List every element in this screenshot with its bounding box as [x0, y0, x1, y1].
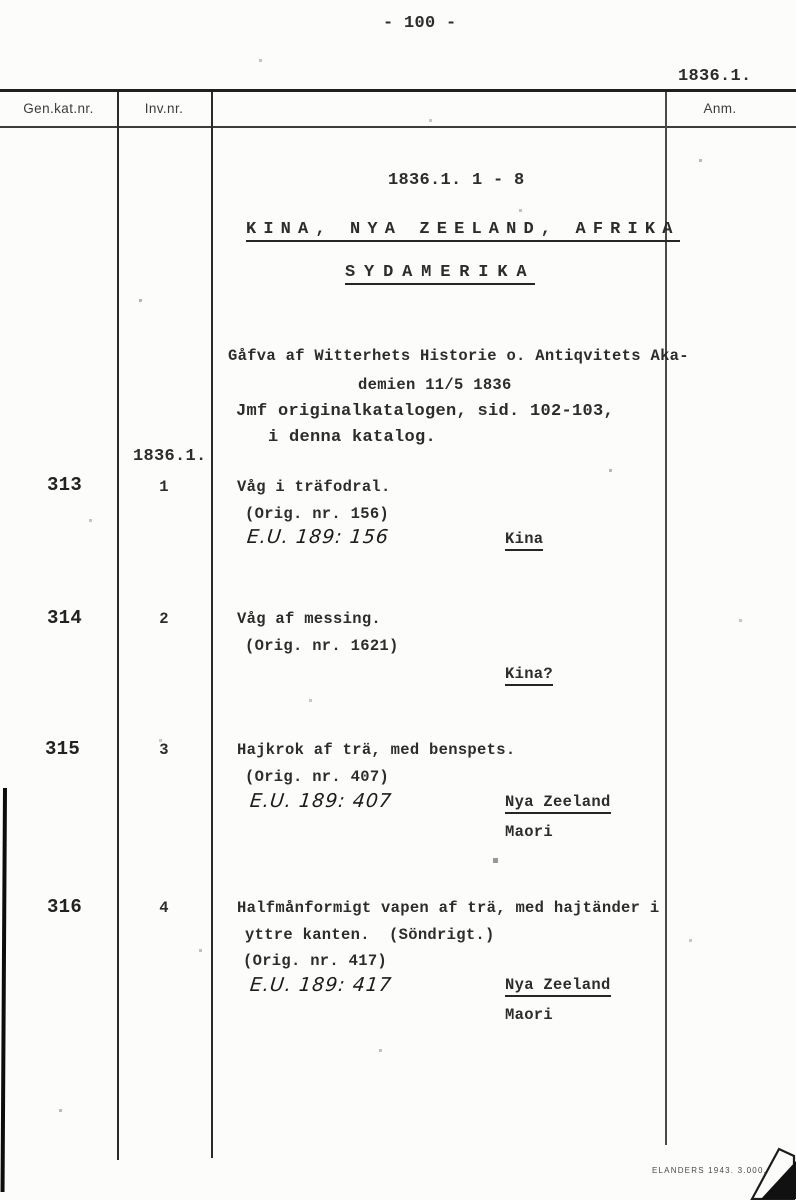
gift-note-line1: Gåfva af Witterhets Historie o. Antiqvitets Aka-	[228, 347, 689, 365]
item-orig-nr: (Orig. nr. 407)	[245, 768, 390, 786]
item-description: Halfmånformigt vapen af trä, med hajtänder i	[237, 899, 660, 917]
inv-nr: 3	[159, 741, 169, 759]
folded-corner-icon	[746, 1144, 796, 1200]
item-eu-number-handwritten: E.U. 189: 156	[245, 526, 391, 548]
item-description-line2: yttre kanten. (Söndrigt.)	[245, 926, 495, 944]
gen-kat-nr: 313	[46, 474, 83, 496]
gen-kat-nr: 316	[46, 896, 83, 918]
item-region: Nya Zeeland	[505, 793, 611, 814]
inv-nr: 2	[159, 610, 169, 628]
item-culture: Maori	[505, 823, 554, 841]
item-eu-number-handwritten: E.U. 189: 407	[248, 790, 394, 812]
reference-note-line2: i denna katalog.	[268, 428, 437, 447]
column-header-gen-kat-nr: Gen.kat.nr.	[23, 101, 94, 116]
reference-note-line1: Jmf originalkatalogen, sid. 102-103,	[236, 402, 615, 421]
column-divider-3	[665, 92, 667, 1145]
page-left-edge-scan-line	[1, 788, 7, 1192]
inv-nr: 1	[159, 478, 169, 496]
table-top-rule	[0, 89, 796, 92]
item-culture: Maori	[505, 1006, 554, 1024]
table-header-rule	[0, 126, 796, 128]
top-right-ref: 1836.1.	[678, 67, 752, 86]
column-divider-2	[211, 92, 213, 1158]
item-orig-nr: (Orig. nr. 1621)	[245, 637, 399, 655]
item-description: Våg af messing.	[237, 610, 382, 628]
item-orig-nr: (Orig. nr. 156)	[245, 505, 390, 523]
inv-nr: 4	[159, 899, 169, 917]
item-region: Nya Zeeland	[505, 976, 611, 997]
gen-kat-nr: 315	[44, 738, 81, 760]
inventory-group-label: 1836.1.	[133, 447, 207, 466]
gen-kat-nr: 314	[46, 607, 83, 629]
range-heading: 1836.1. 1 - 8	[388, 171, 525, 190]
item-orig-nr: (Orig. nr. 417)	[243, 952, 388, 970]
item-description: Hajkrok af trä, med benspets.	[237, 741, 516, 759]
gift-note-line2: demien 11/5 1836	[358, 376, 512, 394]
item-region: Kina	[505, 530, 543, 551]
scan-noise	[0, 0, 1, 1]
section-title-line1: KINA, NYA ZEELAND, AFRIKA	[246, 220, 680, 242]
item-region: Kina?	[505, 665, 553, 686]
section-title-line2: SYDAMERIKA	[345, 263, 535, 285]
item-description: Våg i träfodral.	[237, 478, 391, 496]
page-number: - 100 -	[383, 14, 457, 33]
printer-mark: ELANDERS 1943. 3.000.	[652, 1166, 768, 1175]
column-header-anm: Anm.	[703, 101, 737, 116]
item-eu-number-handwritten: E.U. 189: 417	[248, 974, 394, 996]
column-header-inv-nr: Inv.nr.	[144, 101, 184, 116]
